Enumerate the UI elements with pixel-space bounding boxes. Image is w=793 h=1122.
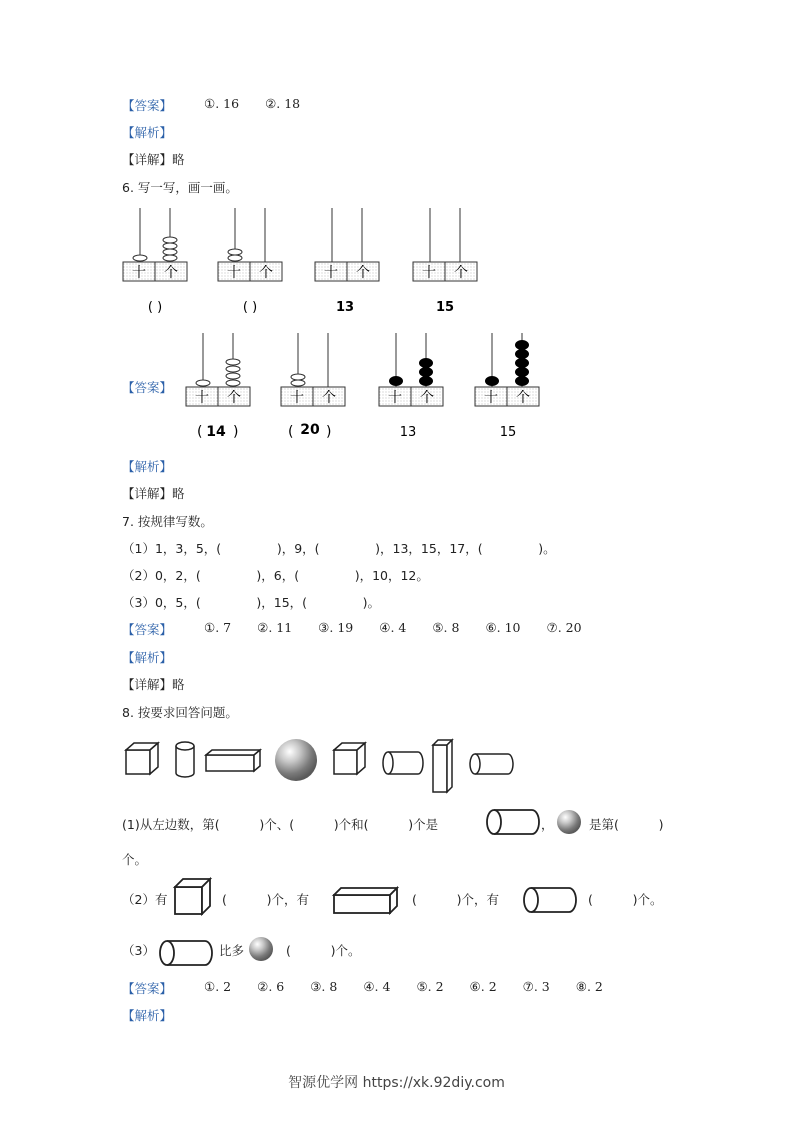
bead-icon xyxy=(228,249,242,255)
abacus xyxy=(186,333,250,406)
answer-item: ⑥. 10 xyxy=(485,620,521,635)
abacus-answer-row xyxy=(180,325,560,445)
cube-icon xyxy=(334,743,365,774)
detail-line xyxy=(122,150,185,168)
bead-icon xyxy=(291,374,305,380)
sub-question-2-mid: ( )个，有 xyxy=(222,892,309,907)
tens-label: 十 xyxy=(484,390,498,406)
cylinder-icon xyxy=(157,938,215,968)
ones-label: 个 xyxy=(227,390,241,406)
sub-question-2-end: ( )个。 xyxy=(588,892,663,907)
bead-icon xyxy=(419,376,433,386)
ones-label: 个 xyxy=(454,265,468,281)
ones-label: 个 xyxy=(259,265,273,281)
bead-icon xyxy=(419,358,433,368)
answer-item: ⑦. 3 xyxy=(522,979,550,994)
bead-icon xyxy=(226,359,240,365)
answer-tag: 【答案】 xyxy=(122,981,173,996)
answer-item: ①. 2 xyxy=(204,979,232,994)
answer-number: 13 xyxy=(399,425,417,440)
bead-icon xyxy=(163,243,177,249)
sphere-icon xyxy=(248,936,276,964)
bead-icon xyxy=(163,255,177,261)
abacus xyxy=(281,333,345,406)
answer-list xyxy=(204,620,608,635)
analysis-tag: 【解析】 xyxy=(122,650,173,665)
bead-icon xyxy=(226,366,240,372)
blank-label: ( ) xyxy=(147,300,163,315)
cuboid-icon xyxy=(331,885,399,917)
ones-label: 个 xyxy=(164,265,178,281)
footer-watermark: 智源优学网 https://xk.92diy.com xyxy=(288,1075,505,1091)
answer-item: ②. 11 xyxy=(257,620,293,635)
answer-list xyxy=(204,979,629,994)
abacus-question-row xyxy=(115,200,495,320)
answer-number: 15 xyxy=(499,425,517,440)
analysis-tag: 【解析】 xyxy=(122,1008,173,1023)
question-title: 6. 写一写，画一画。 xyxy=(122,180,238,195)
abacus xyxy=(379,333,443,406)
ones-label: 个 xyxy=(356,265,370,281)
sub-question-1-end: 个。 xyxy=(122,852,148,867)
tens-label: 十 xyxy=(195,390,209,406)
sub-question-3: （3） xyxy=(122,943,155,958)
svg-text:): ) xyxy=(326,424,332,440)
tens-label: 十 xyxy=(324,265,338,281)
bead-icon xyxy=(419,367,433,377)
sub-question-1-tail: 是第( ) xyxy=(589,817,664,832)
sphere-icon xyxy=(275,739,317,781)
bead-icon xyxy=(163,249,177,255)
answer-item: ⑤. 8 xyxy=(432,620,460,635)
sub-question-2-mid2: ( )个，有 xyxy=(412,892,499,907)
analysis-tag: 【解析】 xyxy=(122,125,173,140)
sub-question-1: (1)从左边数，第( )个、( )个和( )个是 xyxy=(122,817,439,832)
abacus xyxy=(475,333,539,406)
bead-icon xyxy=(515,358,529,368)
svg-text:(: ( xyxy=(197,424,203,440)
answer-item: ④. 4 xyxy=(379,620,407,635)
answer-item: ①. 16 xyxy=(204,96,240,111)
answer-item: ①. 7 xyxy=(204,620,232,635)
bead-icon xyxy=(196,380,210,386)
answer-item: ⑦. 20 xyxy=(546,620,582,635)
answer-item: ③. 8 xyxy=(310,979,338,994)
answer-item: ②. 6 xyxy=(257,979,285,994)
detail-tag: 【详解】 xyxy=(122,152,173,167)
detail-text: 略 xyxy=(172,677,185,692)
abacus xyxy=(218,208,282,281)
bead-icon xyxy=(228,255,242,261)
answer-item: ③. 19 xyxy=(318,620,354,635)
sub-question-2: （2）有 xyxy=(122,892,168,907)
bead-icon xyxy=(226,373,240,379)
sub-question-3-mid: 比多 xyxy=(219,943,245,958)
bead-icon xyxy=(133,255,147,261)
bead-icon xyxy=(389,376,403,386)
cube-icon xyxy=(126,743,158,774)
comma-text: ， xyxy=(541,817,554,832)
bead-icon xyxy=(226,380,240,386)
bead-icon xyxy=(515,349,529,359)
detail-line xyxy=(122,675,185,693)
detail-tag: 【详解】 xyxy=(122,486,173,501)
answer-item: ②. 18 xyxy=(265,96,301,111)
cylinder-icon xyxy=(484,806,542,838)
sub-question-3-end: ( )个。 xyxy=(286,943,361,958)
bead-icon xyxy=(515,376,529,386)
answer-item: ④. 4 xyxy=(363,979,391,994)
tens-label: 十 xyxy=(227,265,241,281)
cube-icon xyxy=(171,876,213,918)
cylinder-icon xyxy=(176,742,194,777)
detail-line xyxy=(122,484,185,502)
answer-item: ⑥. 2 xyxy=(469,979,497,994)
ones-label: 个 xyxy=(322,390,336,406)
bead-icon xyxy=(515,340,529,350)
bead-icon xyxy=(291,380,305,386)
cylinder-icon xyxy=(470,754,513,774)
blank-label: ( ) xyxy=(242,300,258,315)
detail-text: 略 xyxy=(172,486,185,501)
sphere-icon xyxy=(556,809,584,837)
number-label: 15 xyxy=(435,300,455,315)
detail-text: 略 xyxy=(172,152,185,167)
svg-text:): ) xyxy=(233,424,239,440)
abacus xyxy=(413,208,477,281)
ones-label: 个 xyxy=(420,390,434,406)
svg-text:(: ( xyxy=(288,424,294,440)
number-label: 13 xyxy=(335,300,355,315)
answer-list xyxy=(204,96,326,111)
bead-icon xyxy=(485,376,499,386)
tens-label: 十 xyxy=(132,265,146,281)
tens-label: 十 xyxy=(422,265,436,281)
tall-cuboid-icon xyxy=(433,740,452,792)
bead-icon xyxy=(515,367,529,377)
answer-tag: 【答案】 xyxy=(122,98,173,113)
bead-icon xyxy=(163,237,177,243)
answer-tag: 【答案】 xyxy=(122,380,173,395)
tens-label: 十 xyxy=(290,390,304,406)
abacus xyxy=(315,208,379,281)
abacus xyxy=(123,208,187,281)
question-title: 7. 按规律写数。 xyxy=(122,514,213,529)
solids-row xyxy=(120,735,520,797)
answer-number: 20 xyxy=(300,422,320,438)
sequence-line: （3）0，5，( )，15，( )。 xyxy=(122,595,381,610)
question-title: 8. 按要求回答问题。 xyxy=(122,705,238,720)
analysis-tag: 【解析】 xyxy=(122,459,173,474)
tens-label: 十 xyxy=(388,390,402,406)
answer-number: 14 xyxy=(206,424,226,440)
sequence-line: （2）0，2，( )，6，( )，10，12。 xyxy=(122,568,429,583)
answer-item: ⑧. 2 xyxy=(575,979,603,994)
cylinder-icon xyxy=(521,885,579,915)
cuboid-icon xyxy=(206,750,260,771)
answer-tag: 【答案】 xyxy=(122,622,173,637)
detail-tag: 【详解】 xyxy=(122,677,173,692)
cylinder-icon xyxy=(383,752,423,774)
answer-item: ⑤. 2 xyxy=(416,979,444,994)
ones-label: 个 xyxy=(516,390,530,406)
sequence-line: （1）1，3，5，( )，9，( )，13，15，17，( )。 xyxy=(122,541,556,556)
